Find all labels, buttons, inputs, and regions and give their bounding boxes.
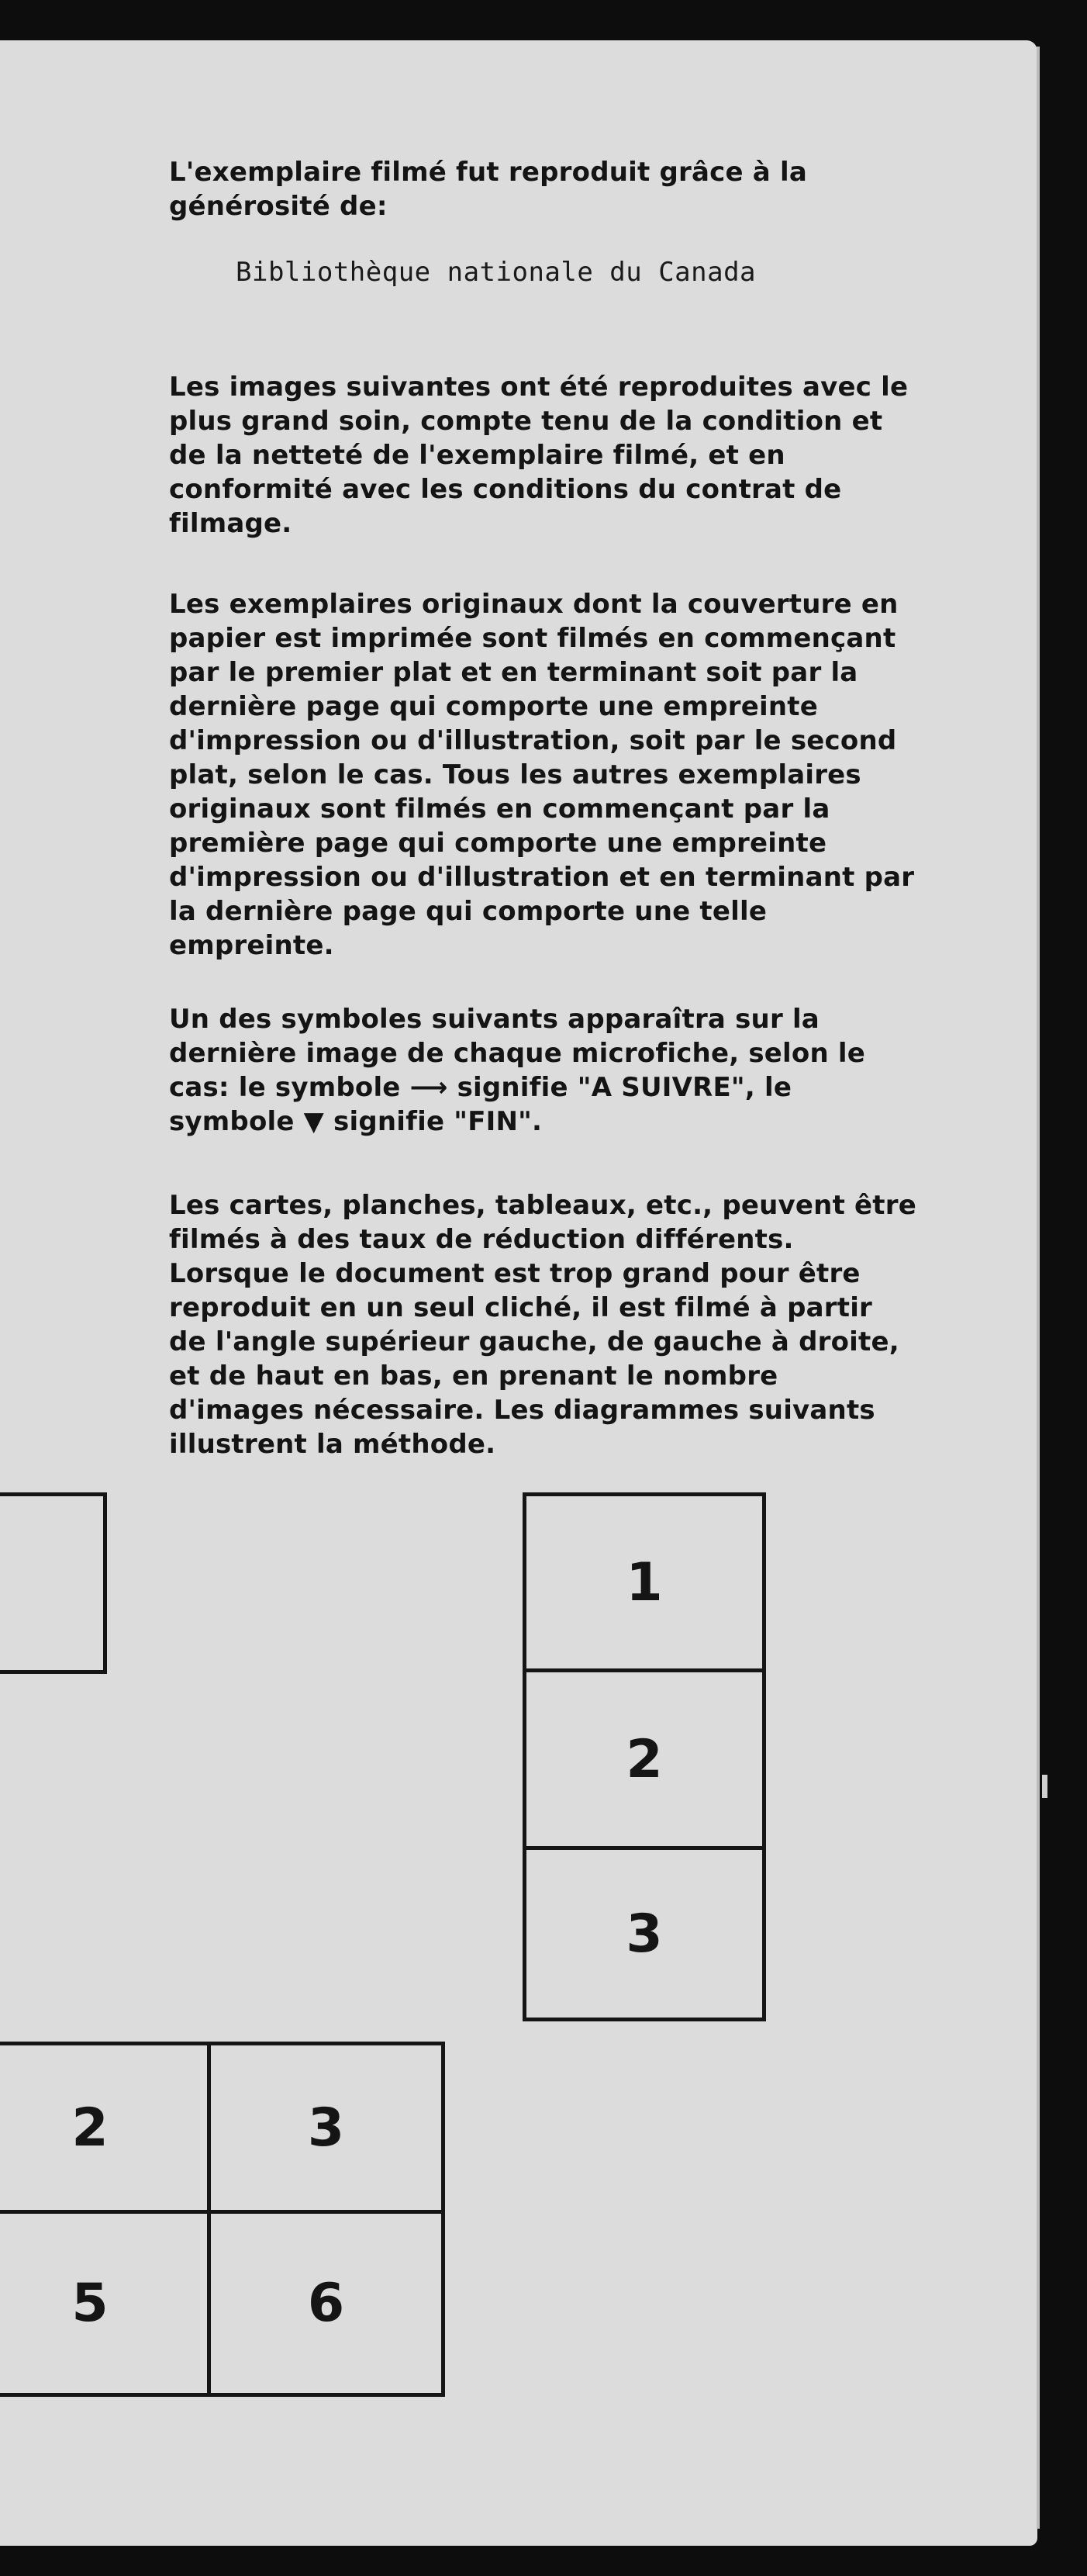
diagram-vertical-cell-3: 3 <box>626 1903 663 1965</box>
page-edge-shadow <box>1037 47 1040 2529</box>
diagram-vertical-cell-1: 1 <box>626 1551 663 1613</box>
film-mark <box>1042 1775 1047 1798</box>
header-intro: L'exemplaire filmé fut reproduit grâce à la générosité de: <box>169 157 807 222</box>
diagram-grid <box>0 2042 445 2397</box>
library-name: Bibliothèque nationale du Canada <box>236 257 757 288</box>
diagram-vertical-cell-2: 2 <box>626 1728 663 1790</box>
diagram-grid-cell-6: 6 <box>307 2273 345 2334</box>
diagram-horizontal-partial <box>0 1492 107 1674</box>
paragraph-conditions: Les images suivantes ont été reproduites avec le plus grand soin, compte tenu de la condition et de la netteté de l'exemplaire filmé, et en conformité avec les conditions du contrat de filmage. <box>169 372 909 539</box>
diagram-vertical <box>523 1492 766 2021</box>
paragraph-symbols: Un des symboles suivants apparaîtra sur la dernière image de chaque microfiche, selon le cas: le symbole ⟶ signifie "A SUIVRE", le symbole ▼ signifie "FIN". <box>169 1004 866 1137</box>
diagram-cell-3-partial <box>0 1496 7 1670</box>
diagram-grid-cell-2: 2 <box>71 2097 109 2159</box>
diagram-grid-cell-3: 3 <box>307 2097 345 2159</box>
diagram-grid-cell-5: 5 <box>71 2273 109 2334</box>
paragraph-maps: Les cartes, planches, tableaux, etc., peuvent être filmés à des taux de réduction différents. Lorsque le document est trop grand pour être reproduit en un seul cliché, il est filmé à partir de l'angle supérieur gauche, de gauche à droite, et de haut en bas, en prenant le nombre d'images nécessaire. Les diagrammes suivants illustrent la méthode. <box>169 1190 916 1460</box>
document-page <box>0 40 1037 2546</box>
paragraph-originals: Les exemplaires originaux dont la couverture en papier est imprimée sont filmés en commençant par le premier plat et en terminant soit par la dernière page qui comporte une empreinte d'impression ou d'illustration, soit par le second plat, selon le cas. Tous les autres exemplaires originaux sont filmés en commençant par la première page qui comporte une empreinte d'impression ou d'illustration et en terminant par la dernière page qui comporte une telle empreinte. <box>169 589 915 961</box>
